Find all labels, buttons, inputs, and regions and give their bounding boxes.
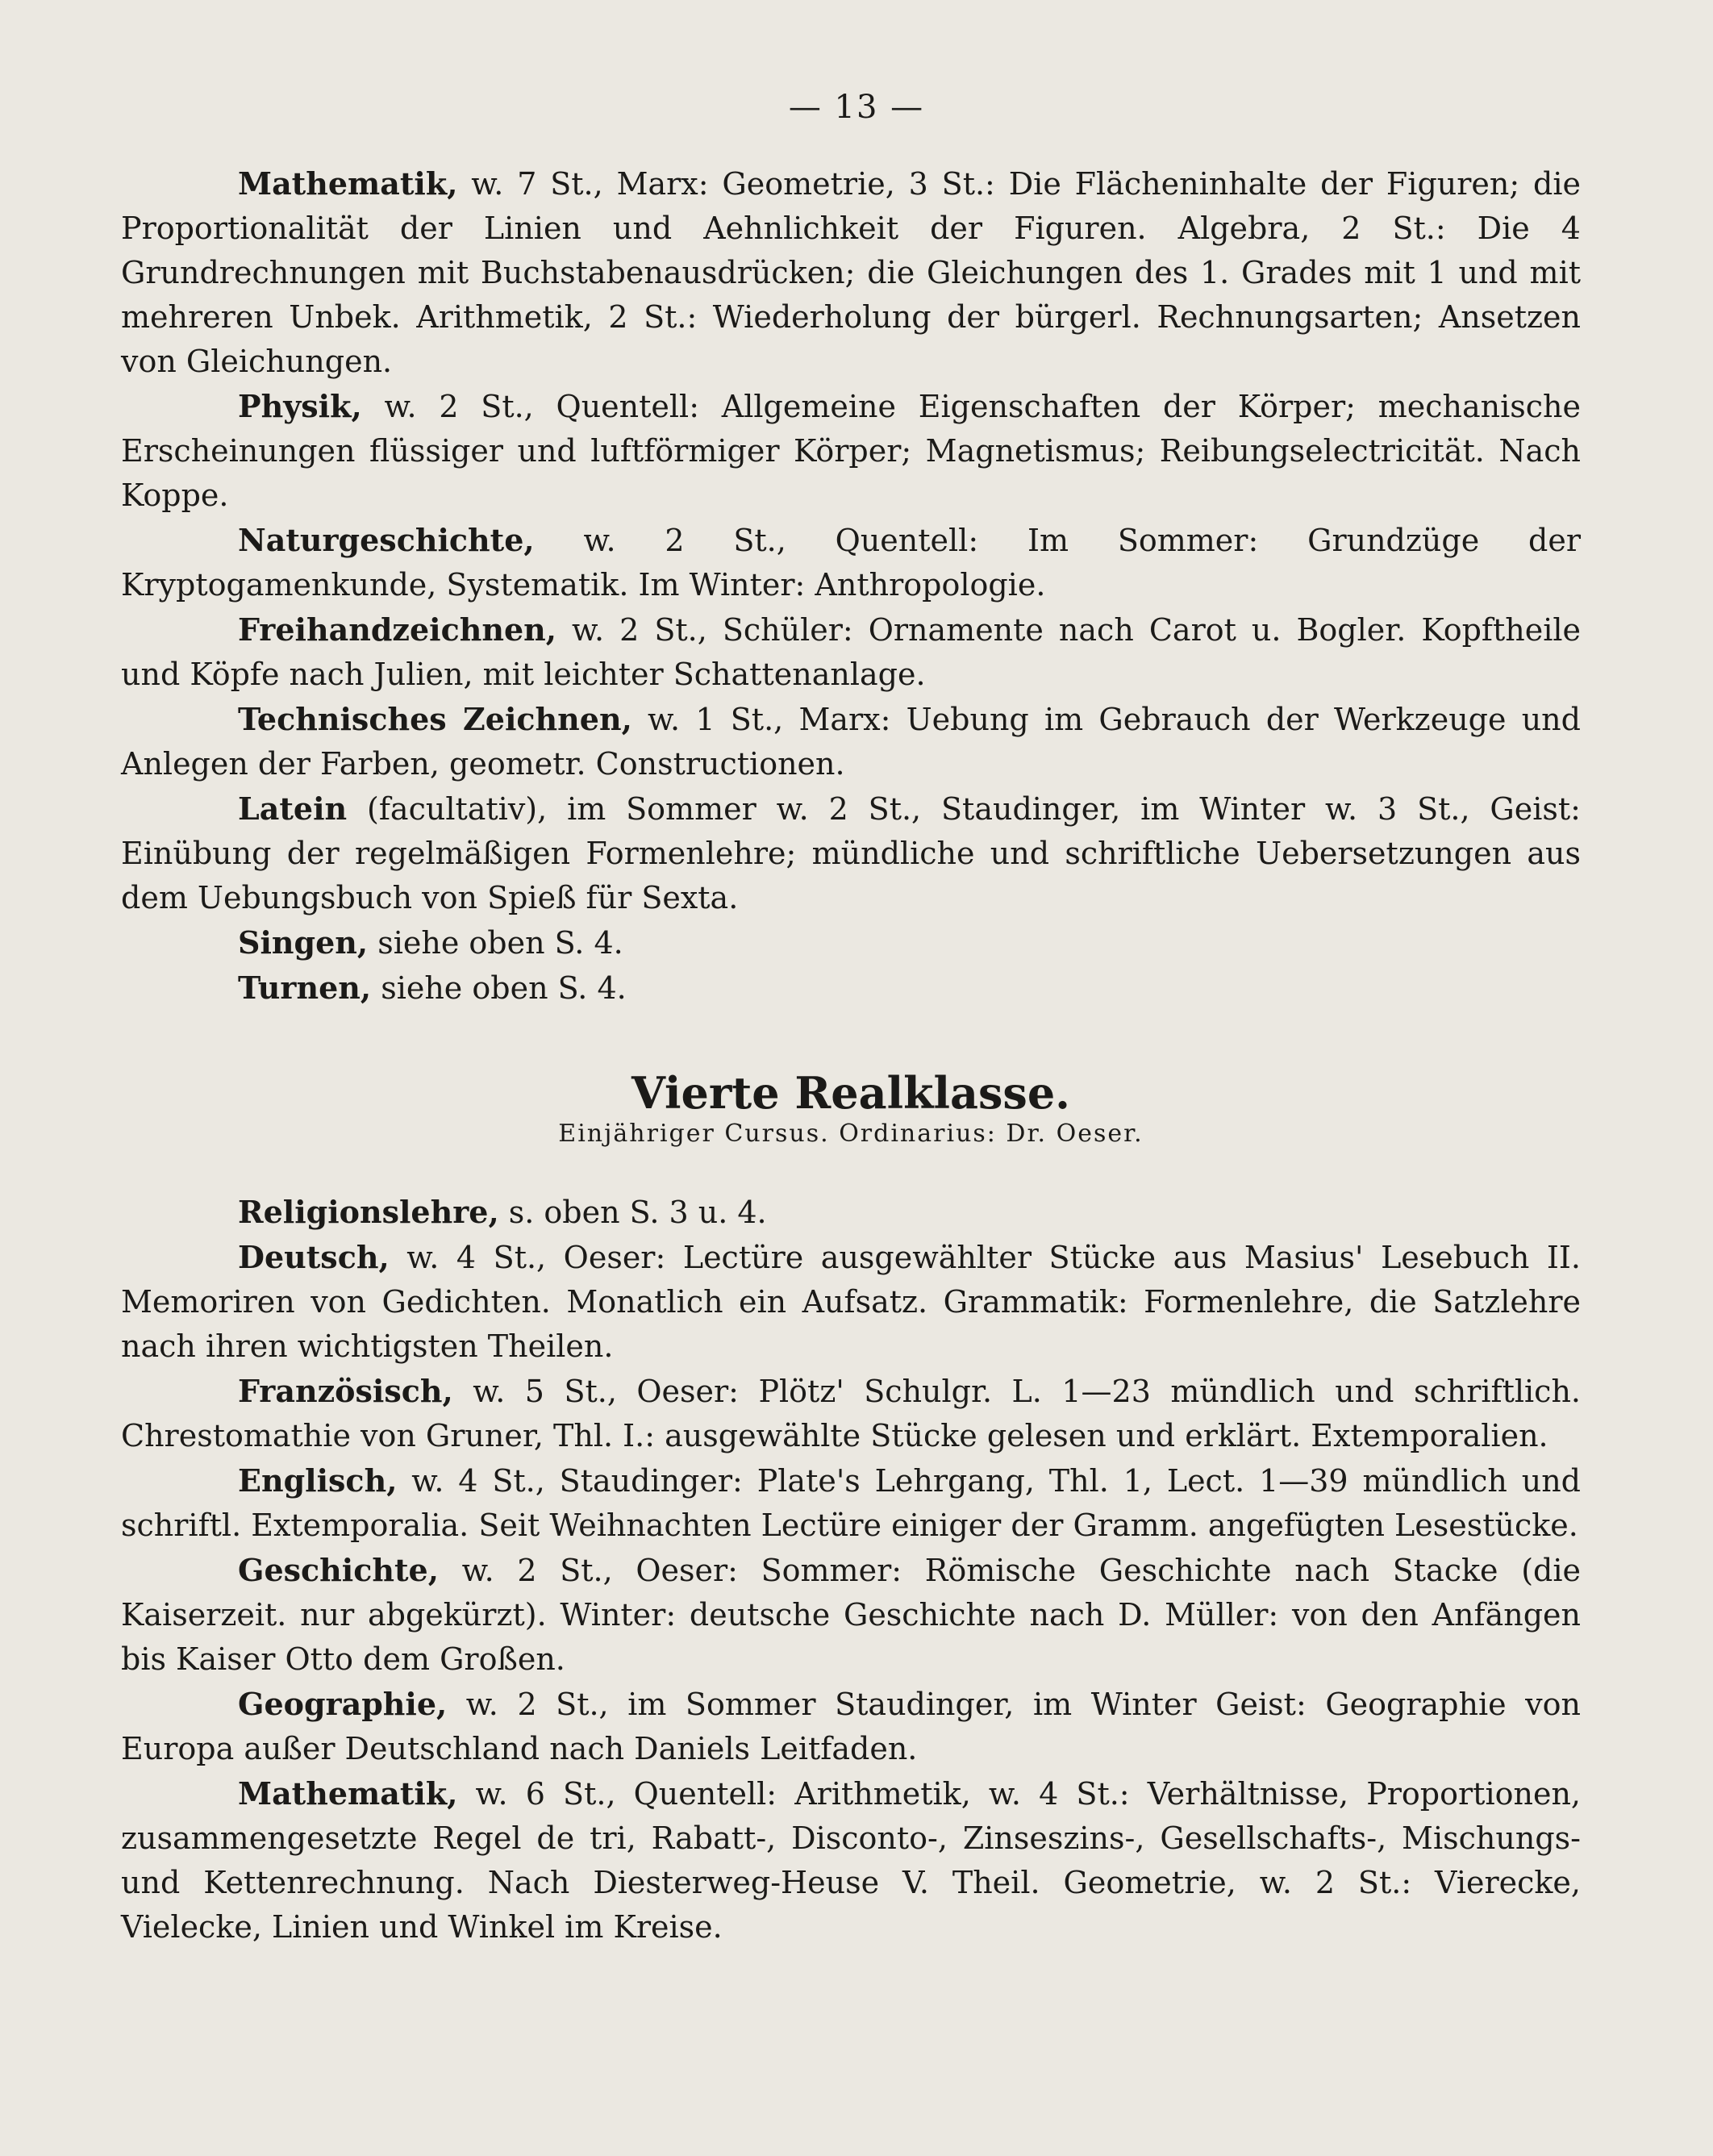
entries-top [121,161,1581,1011]
entry-mathematik-4 [121,1771,1581,1950]
entry-singen [121,920,1581,965]
entry-text: siehe oben S. 4. [368,925,623,961]
page-content [121,161,1581,1950]
entry-franzoesisch [121,1369,1581,1458]
subject-label: Geographie, [238,1686,448,1722]
entry-text: w. 2 St., Quentell: Allgemeine Eigenschaften der Körper; mechanische Erscheinungen flüssiger und luftförmiger Körper; Magnetismus; Reibungselectricität. Nach Koppe. [121,389,1581,513]
subject-label: Singen, [238,924,369,961]
entry-text: siehe oben S. 4. [371,970,627,1006]
entry-text: w. 2 St., Quentell: Im Sommer: Grundzüge der Kryptogamenkunde, Systematik. Im Winter: Anthropologie. [121,523,1581,603]
subject-label: Religionslehre, [238,1194,499,1230]
subject-label: Mathematik, [238,1775,458,1812]
entry-religionslehre [121,1190,1581,1235]
entry-geographie [121,1682,1581,1771]
subject-label: Geschichte, [238,1552,439,1588]
section-title: Vierte Realklasse. [631,1067,1070,1119]
entry-text: w. 2 St., Schüler: Ornamente nach Carot u. Bogler. Kopftheile und Köpfe nach Julien, mit leichter Schattenanlage. [121,612,1581,692]
entry-text: (facultativ), im Sommer w. 2 St., Staudinger, im Winter w. 3 St., Geist: Einübung der regelmäßigen Formenlehre; mündliche und schriftliche Uebersetzungen aus dem Uebungsbuch von Spieß für Sexta. [121,791,1581,915]
subject-label: Technisches Zeichnen, [238,701,632,737]
entries-bottom [121,1190,1581,1950]
entry-latein [121,786,1581,920]
subject-label: Freihandzeichnen, [238,611,557,648]
entry-geschichte [121,1548,1581,1682]
subject-label: Naturgeschichte, [238,522,535,558]
entry-naturgeschichte [121,518,1581,607]
entry-text: w. 7 St., Marx: Geometrie, 3 St.: Die Flächeninhalte der Figuren; die Proportionalität der Linien und Aehnlichkeit der Figuren. Algebra, 2 St.: Die 4 Grundrechnungen mit Buchstabenausdrücken; die Gleichungen des 1. Grades mit 1 und mit mehreren Unbek. Arithmetik, 2 St.: Wiederholung der bürgerl. Rechnungsarten; Ansetzen von Gleichungen. [121,166,1581,379]
subject-label: Deutsch, [238,1239,390,1275]
subject-label: Englisch, [238,1462,398,1499]
subject-label: Französisch, [238,1373,453,1409]
entry-deutsch [121,1235,1581,1369]
entry-mathematik [121,161,1581,384]
page-number: — 13 — [788,89,925,126]
subject-label: Physik, [238,388,362,424]
subject-label: Turnen, [238,970,372,1006]
entry-text: w. 2 St., im Sommer Staudinger, im Winter Geist: Geographie von Europa außer Deutschland nach Daniels Leitfaden. [121,1687,1581,1766]
subject-label: Latein [238,790,348,827]
entry-freihandzeichnen [121,607,1581,697]
entry-text: w. 1 St., Marx: Uebung im Gebrauch der Werkzeuge und Anlegen der Farben, geometr. Constructionen. [121,702,1581,782]
entry-text: w. 2 St., Oeser: Sommer: Römische Geschichte nach Stacke (die Kaiserzeit. nur abgekürzt). Winter: deutsche Geschichte nach D. Müller: von den Anfängen bis Kaiser Otto dem Großen. [121,1553,1581,1677]
entry-text: w. 6 St., Quentell: Arithmetik, w. 4 St.: Verhältnisse, Proportionen, zusammengesetzte Regel de tri, Rabatt-, Disconto-, Zinseszins-, Gesellschafts-, Mischungs- und Kettenrechnung. Nach Diesterweg-Heuse V. Theil. Geometrie, w. 2 St.: Vierecke, Vielecke, Linien und Winkel im Kreise. [121,1776,1581,1945]
entry-technisches-zeichnen [121,697,1581,786]
entry-turnen [121,965,1581,1011]
entry-text: w. 4 St., Staudinger: Plate's Lehrgang, Thl. 1, Lect. 1—39 mündlich und schriftl. Extemporalia. Seit Weihnachten Lectüre einiger der Gramm. angefügten Lesestücke. [121,1463,1581,1543]
entry-text: w. 4 St., Oeser: Lectüre ausgewählter Stücke aus Masius' Lesebuch II. Memoriren von Gedichten. Monatlich ein Aufsatz. Grammatik: Formenlehre, die Satzlehre nach ihren wichtigsten Theilen. [121,1240,1581,1364]
subject-label: Mathematik, [238,165,458,202]
entry-text: w. 5 St., Oeser: Plötz' Schulgr. L. 1—23 mündlich und schriftlich. Chrestomathie von Gruner, Thl. I.: ausgewählte Stücke gelesen und erklärt. Extemporalien. [121,1374,1581,1453]
section-subtitle: Einjähriger Cursus. Ordinarius: Dr. Oeser. [558,1120,1144,1148]
entry-englisch [121,1458,1581,1548]
entry-text: s. oben S. 3 u. 4. [498,1195,767,1230]
entry-physik [121,384,1581,518]
